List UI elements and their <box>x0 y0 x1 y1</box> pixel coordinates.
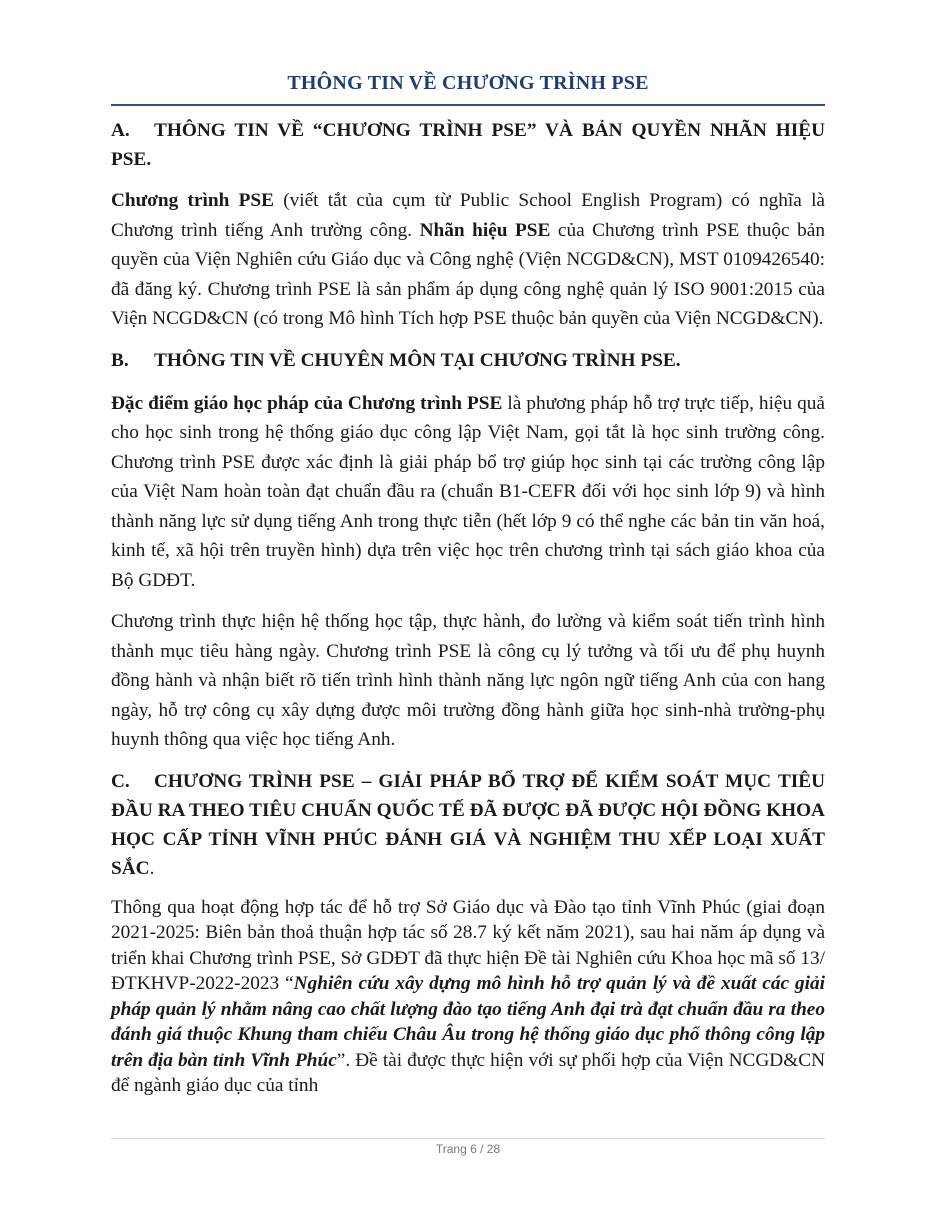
document-body <box>111 116 825 1099</box>
title-divider <box>111 104 825 106</box>
bold-term: Đặc điểm giáo học pháp của Chương trình PSE <box>111 392 503 414</box>
section-heading-text: CHƯƠNG TRÌNH PSE – GIẢI PHÁP BỔ TRỢ ĐỂ KIỂM SOÁT MỤC TIÊU ĐẦU RA THEO TIÊU CHUẨN QUỐC TẾ ĐÃ ĐƯỢC ĐÃ ĐƯỢC HỘI ĐỒNG KHOA HỌC CẤP TỈNH VĨNH PHÚC ĐÁNH GIÁ VÀ NGHIỆM THU XẾP LOẠI XUẤT SẮC <box>111 770 825 879</box>
bold-term: Nhãn hiệu PSE <box>419 219 551 241</box>
section-c-paragraph: Thông qua hoạt động hợp tác để hỗ trợ Sở Giáo dục và Đào tạo tỉnh Vĩnh Phúc (giai đoạn 2021-2025: Biên bản thoả thuận hợp tác số 28.7 ký kết năm 2021), sau hai năm áp dụng và triển khai Chương trình PSE, Sở GDĐT đã thực hiện Đề tài Nghiên cứu Khoa học mã số 13/ĐTKHVP-2022-2023 “Nghiên cứu xây dựng mô hình hỗ trợ quản lý và đề xuất các giải pháp quản lý nhằm nâng cao chất lượng đào tạo tiếng Anh đại trà đạt chuẩn đầu ra theo đánh giá thuộc Khung tham chiếu Châu Âu trong hệ thống giáo dục phổ thông công lập trên địa bàn tỉnh Vĩnh Phúc”. Đề tài được thực hiện với sự phối hợp của Viện NCGD&CN để ngành giáo dục của tỉnh <box>111 896 825 1096</box>
section-b-heading <box>111 346 825 375</box>
section-b-paragraph-1: Đặc điểm giáo học pháp của Chương trình PSE là phương pháp hỗ trợ trực tiếp, hiệu quả cho học sinh trong hệ thống giáo dục công lập Việt Nam, gọi tắt là học sinh trường công. Chương trình PSE được xác định là giải pháp bổ trợ giúp học sinh tại các trường công lập của Việt Nam hoàn toàn đạt chuẩn đầu ra (chuẩn B1-CEFR đối với học sinh lớp 9) và hình thành năng lực sử dụng tiếng Anh trong thực tiễn (hết lớp 9 có thể nghe các bản tin văn hoá, kinh tế, xã hội trên truyền hình) dựa trên việc học trên chương trình tại sách giáo khoa của Bộ GDĐT. <box>111 392 825 591</box>
section-c-heading: C. CHƯƠNG TRÌNH PSE – GIẢI PHÁP BỔ TRỢ ĐỂ KIỂM SOÁT MỤC TIÊU ĐẦU RA THEO TIÊU CHUẨN QUỐC TẾ ĐÃ ĐƯỢC ĐÃ ĐƯỢC HỘI ĐỒNG KHOA HỌC CẤP TỈNH VĨNH PHÚC ĐÁNH GIÁ VÀ NGHIỆM THU XẾP LOẠI XUẤT SẮC. <box>111 767 825 883</box>
bold-term: Chương trình PSE <box>111 190 274 211</box>
section-a-paragraph: Chương trình PSE (viết tắt của cụm từ Public School English Program) có nghĩa là Chương trình tiếng Anh trường công. Nhãn hiệu PSE của Chương trình PSE thuộc bản quyền của Viện Nghiên cứu Giáo dục và Công nghệ (Viện NCGD&CN), MST 0109426540: đã đăng ký. Chương trình PSE là sản phẩm áp dụng công nghệ quản lý ISO 9001:2015 của Viện NCGD&CN (có trong Mô hình Tích hợp PSE thuộc bản quyền của Viện NCGD&CN). <box>111 190 825 329</box>
section-b-paragraph-2: Chương trình thực hiện hệ thống học tập, thực hành, đo lường và kiểm soát tiến trình hình thành mục tiêu hàng ngày. Chương trình PSE là công cụ lý tưởng và tối ưu để phụ huynh đồng hành và nhận biết rõ tiến trình hình thành năng lực ngôn ngữ tiếng Anh của con hang ngày, hỗ trợ công cụ xây dựng được môi trường đồng hành giữa học sinh-nhà trường-phụ huynh thông qua việc học tiếng Anh. <box>111 611 825 750</box>
section-a-heading <box>111 116 825 174</box>
footer-divider <box>111 1138 825 1139</box>
page-number: Trang 6 / 28 <box>435 1142 501 1156</box>
section-letter: A. <box>111 120 130 141</box>
section-letter: B. <box>111 349 129 371</box>
italic-project-title: Nghiên cứu xây dựng mô hình hỗ trợ quản lý và đề xuất các giải pháp quản lý nhằm nâng cao chất lượng đào tạo tiếng Anh đại trà đạt chuẩn đầu ra theo đánh giá thuộc Khung tham chiếu Châu Âu trong hệ thống giáo dục phổ thông công lập trên địa bàn tỉnh Vĩnh Phúc <box>111 973 825 1071</box>
section-heading-text: THÔNG TIN VỀ CHUYÊN MÔN TẠI CHƯƠNG TRÌNH PSE. <box>154 349 681 371</box>
section-heading-text: THÔNG TIN VỀ “CHƯƠNG TRÌNH PSE” VÀ BẢN QUYỀN NHÃN HIỆU PSE. <box>111 120 825 170</box>
section-letter: C. <box>111 770 130 792</box>
page-title: THÔNG TIN VỀ CHƯƠNG TRÌNH PSE <box>287 72 649 94</box>
